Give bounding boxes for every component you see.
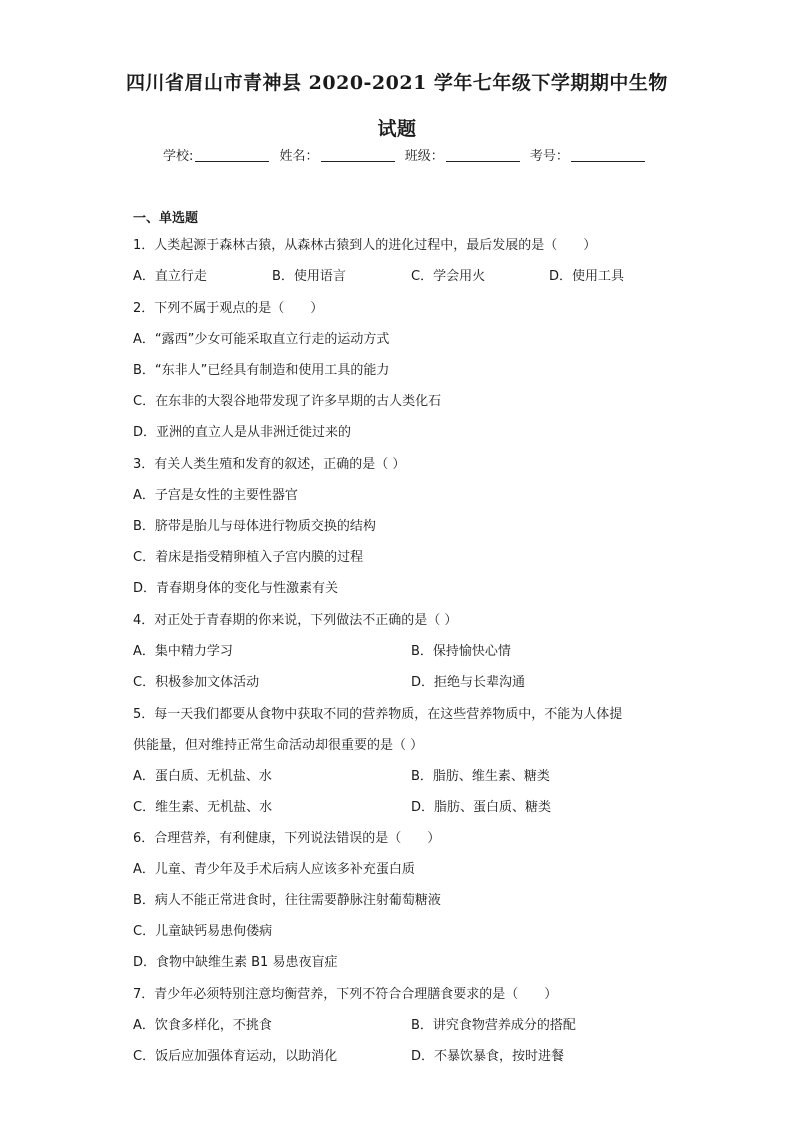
question-stem: 5．每一天我们都要从食物中获取不同的营养物质，在这些营养物质中，不能为人体提: [133, 707, 623, 722]
option: D．使用工具: [549, 269, 625, 284]
option: B．讲究食物营养成分的搭配: [411, 1018, 576, 1033]
question-stem: 2．下列不属于观点的是（ ）: [133, 301, 324, 316]
option: B．脐带是胎儿与母体进行物质交换的结构: [133, 519, 376, 534]
option: D．食物中缺维生素 B1 易患夜盲症: [133, 955, 338, 970]
name-label: 姓名：: [279, 149, 319, 164]
question-stem: 4．对正处于青春期的你来说，下列做法不正确的是（ ）: [133, 613, 458, 628]
name-blank[interactable]: [321, 148, 395, 162]
option: D．亚洲的直立人是从非洲迁徙过来的: [133, 425, 352, 440]
school-blank[interactable]: [195, 148, 269, 162]
exam-title-line2: 试题: [377, 118, 417, 140]
option: A．子宫是女性的主要性器官: [133, 488, 298, 503]
option: A．儿童、青少年及手术后病人应该多补充蛋白质: [133, 862, 415, 877]
exam-no-label: 考号：: [529, 149, 569, 164]
option: C．在东非的大裂谷地带发现了许多早期的古人类化石: [133, 394, 442, 409]
option: C．维生素、无机盐、水: [133, 800, 273, 815]
option: A．蛋白质、无机盐、水: [133, 769, 272, 784]
question-stem: 7．青少年必须特别注意均衡营养，下列不符合合理膳食要求的是（ ）: [133, 987, 558, 1002]
option: C．饭后应加强体育运动，以助消化: [133, 1049, 338, 1064]
exam-no-blank[interactable]: [571, 148, 645, 162]
option: B．保持愉快心情: [411, 644, 511, 659]
option: D．脂肪、蛋白质、糖类: [411, 800, 552, 815]
option: D．不暴饮暴食，按时进餐: [411, 1049, 565, 1064]
option: D．拒绝与长辈沟通: [411, 675, 526, 690]
option: A．饮食多样化，不挑食: [133, 1018, 272, 1033]
class-blank[interactable]: [446, 148, 520, 162]
option: C．儿童缺钙易患佝偻病: [133, 924, 273, 939]
option: C．积极参加文体活动: [133, 675, 260, 690]
option: D．青春期身体的变化与性激素有关: [133, 581, 339, 596]
option: B．病人不能正常进食时，往往需要静脉注射葡萄糖液: [133, 893, 441, 908]
school-label: 学校:: [163, 149, 194, 164]
section-heading: 一、单选题: [133, 211, 199, 226]
option: C．着床是指受精卵植入子宫内膜的过程: [133, 550, 364, 565]
option: A．直立行走: [133, 269, 207, 284]
question-stem: 6．合理营养，有利健康，下列说法错误的是（ ）: [133, 831, 441, 846]
option: B．使用语言: [272, 269, 346, 284]
option: C．学会用火: [411, 269, 486, 284]
option: B．“东非人”已经具有制造和使用工具的能力: [133, 363, 390, 378]
option: A．“露西”少女可能采取直立行走的运动方式: [133, 332, 390, 347]
class-label: 班级：: [404, 149, 444, 164]
exam-title-line1: 四川省眉山市青神县 2020-2021 学年七年级下学期期中生物: [126, 72, 668, 94]
student-info-row: [163, 145, 651, 164]
question-stem: 3．有关人类生殖和发育的叙述，正确的是（ ）: [133, 457, 406, 472]
option: A．集中精力学习: [133, 644, 233, 659]
option: B．脂肪、维生素、糖类: [411, 769, 550, 784]
question-stem-cont: 供能量，但对维持正常生命活动却很重要的是（ ）: [133, 738, 424, 753]
question-stem: 1．人类起源于森林古猿，从森林古猿到人的进化过程中，最后发展的是（ ）: [133, 238, 597, 253]
